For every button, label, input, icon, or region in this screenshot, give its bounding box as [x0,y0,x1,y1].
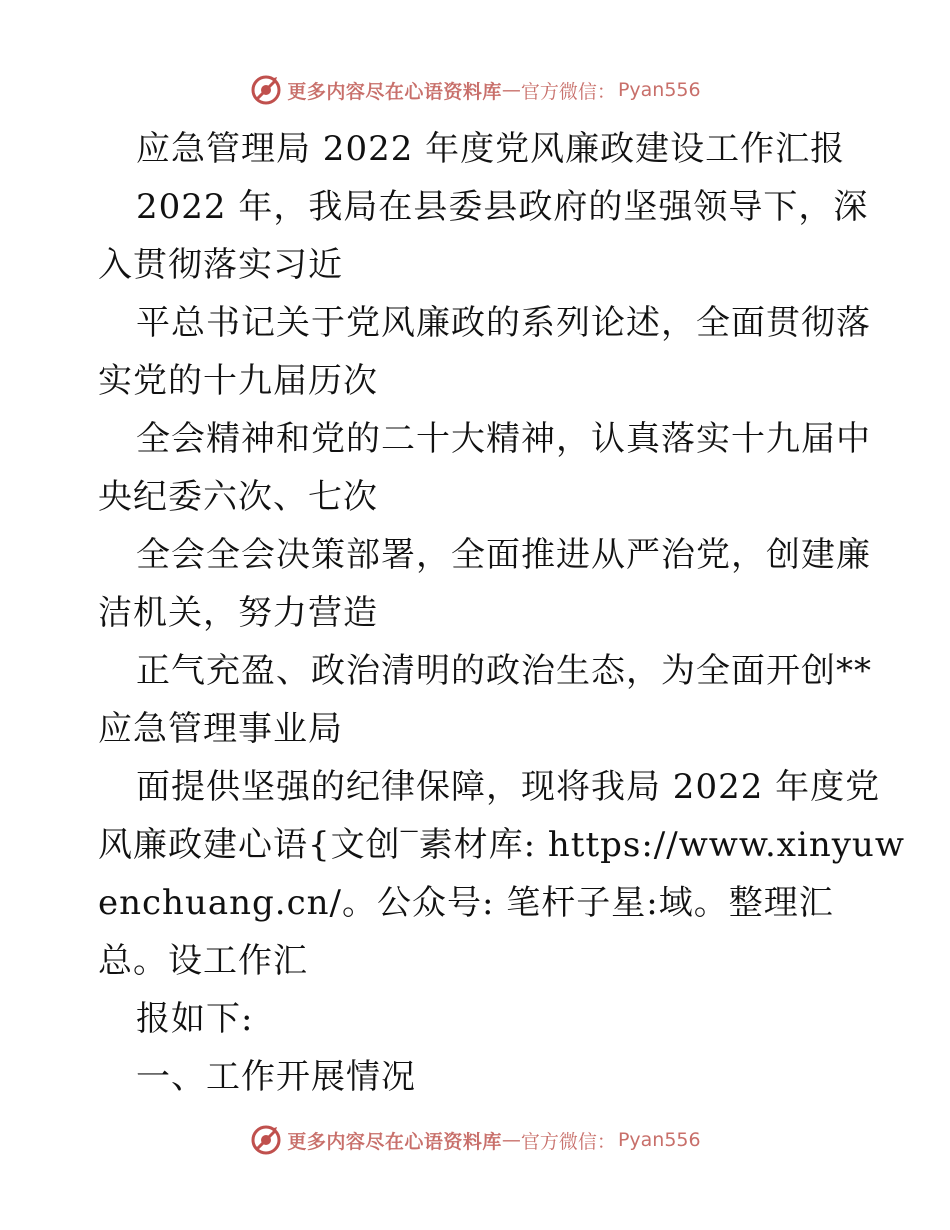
section-heading: 一、工作开展情况 [136,1057,416,1097]
paragraph-line: 平总书记关于党风廉政的系列论述，全面贯彻落 [136,303,871,343]
header-banner [0,70,950,110]
paragraph-line: 面提供坚强的纪律保障，现将我局 2022 年度党 [136,767,881,807]
document-body [98,120,905,1106]
brand-logo-icon [249,1123,283,1157]
paragraph-line: 入贯彻落实习近 [98,245,343,285]
paragraph-line: 全会精神和党的二十大精神，认真落实十九届中 [136,419,871,459]
banner-dash: — [501,1129,521,1151]
paragraph-line: 央纪委六次、七次 [98,477,378,517]
banner-wechat-label: 官方微信： [520,1130,616,1153]
brand-logo-icon [249,73,283,107]
paragraph-line: 正气充盈、政治清明的政治生态，为全面开创** [136,651,872,691]
paragraph-line: 总。设工作汇 [98,941,308,981]
paragraph-line: 风廉政建心语{文创‾素材库: https://www.xinyuw [98,825,905,865]
paragraph-line: 应急管理事业局 [98,709,343,749]
paragraph-line: 全会全会决策部署，全面推进从严治党，创建廉 [136,535,871,575]
document-title: 应急管理局 2022 年度党风廉政建设工作汇报 [136,129,846,169]
banner-dash: — [501,79,521,101]
paragraph-line: 洁机关，努力营造 [98,593,378,633]
banner-wechat-label: 官方微信： [520,80,616,103]
paragraph-line: 报如下: [136,999,254,1039]
paragraph-line: enchuang.cn/。公众号: 笔杆子星:域。整理汇 [98,883,834,923]
banner-account: Pyan556 [617,79,701,101]
banner-account: Pyan556 [617,1129,701,1151]
footer-banner [0,1120,950,1160]
paragraph-line: 2022 年，我局在县委县政府的坚强领导下，深 [136,187,869,227]
paragraph-line: 实党的十九届历次 [98,361,378,401]
banner-slogan: 更多内容尽在心语资料库 [287,80,502,103]
banner-slogan: 更多内容尽在心语资料库 [287,1130,502,1153]
